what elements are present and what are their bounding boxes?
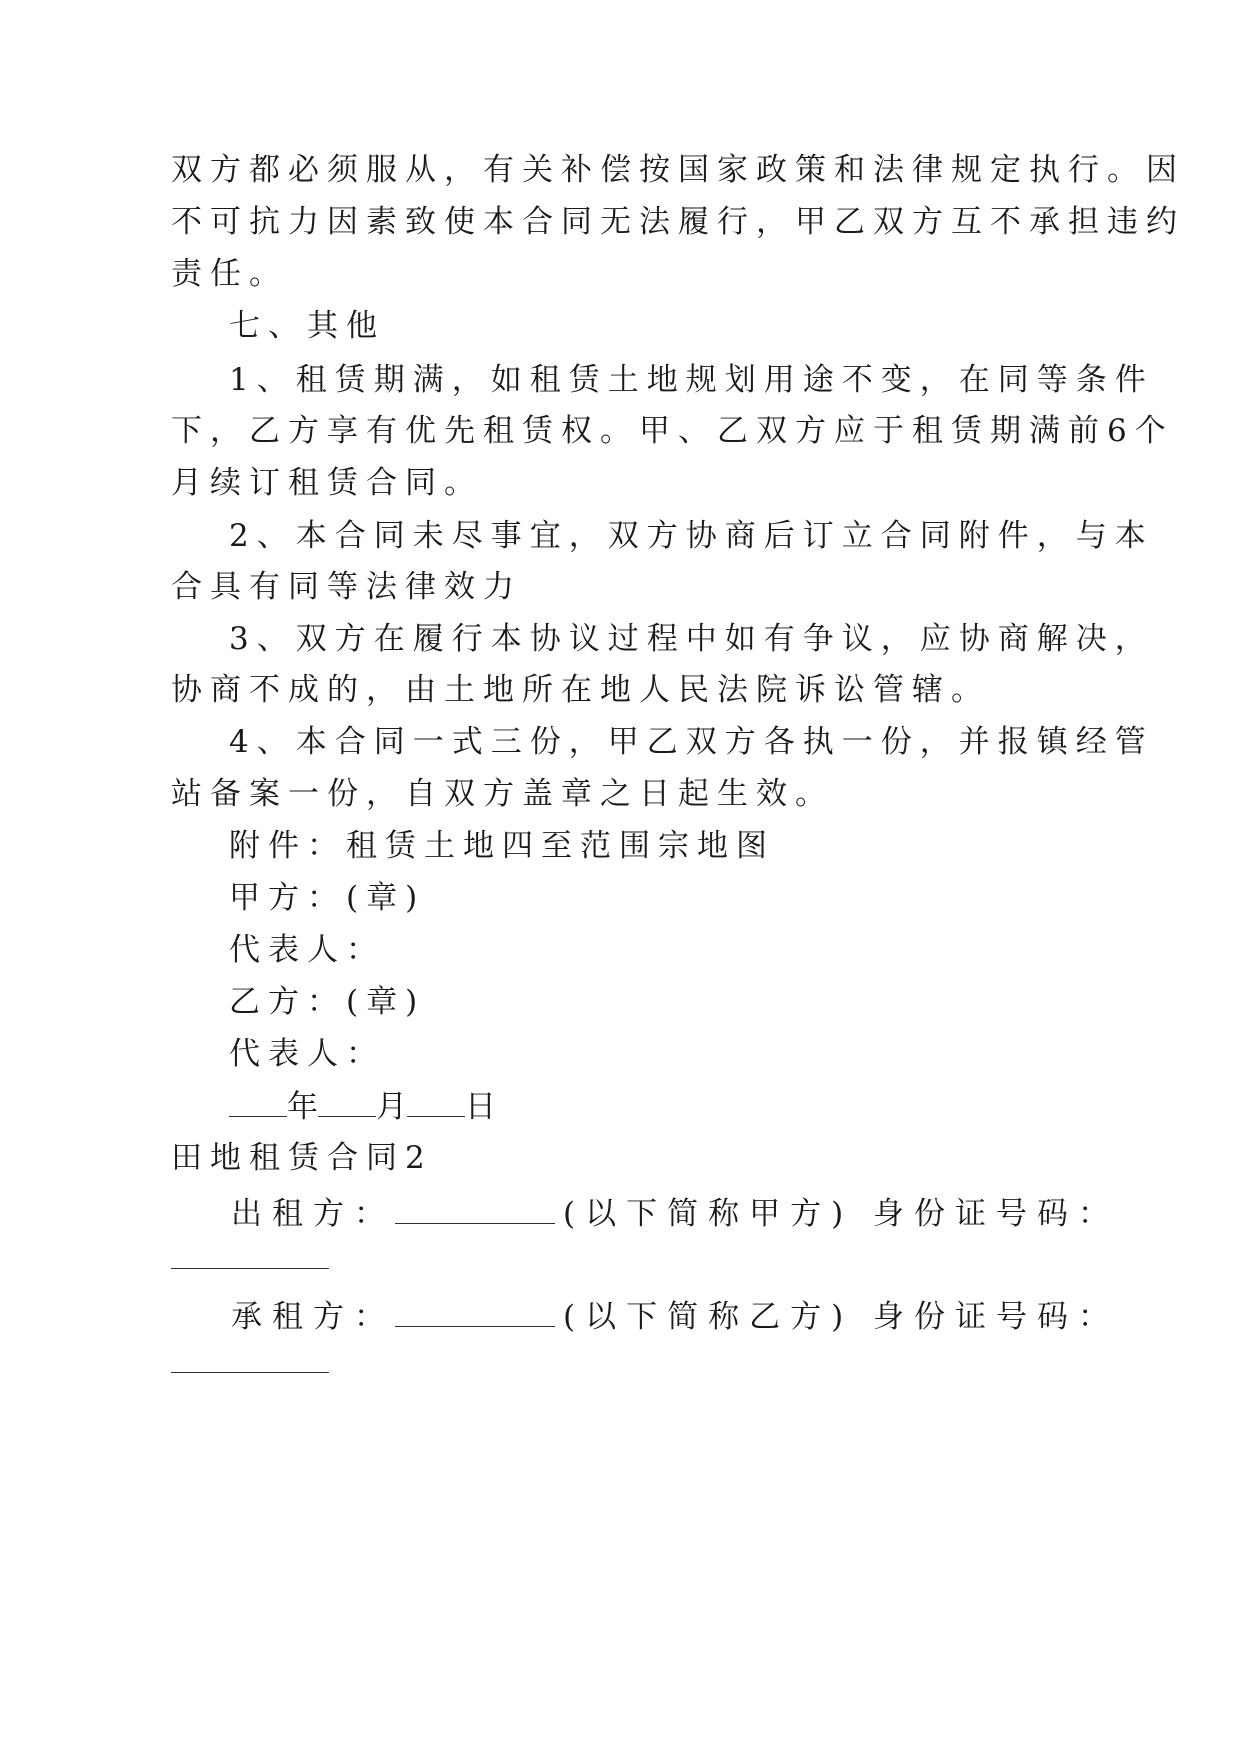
paragraph-line: 2、本合同未尽事宜，双方协商后订立合同附件，与本 (229, 518, 1154, 554)
paragraph-line: 4、本合同一式三份，甲乙双方各执一份，并报镇经管 (229, 724, 1154, 760)
party-b-seal: 乙方：(章) (229, 984, 426, 1020)
paragraph-line: 3、双方在履行本协议过程中如有争议，应协商解决， (229, 621, 1154, 657)
paragraph-line: 协商不成的，由土地所在地人民法院诉讼管辖。 (171, 672, 990, 708)
year-blank (229, 1086, 287, 1117)
lessee-suffix: (以下简称乙方) 身份证号码： (563, 1299, 1120, 1335)
date-month-label: 月 (376, 1089, 407, 1125)
paragraph-line: 站备案一份，自双方盖章之日起生效。 (171, 776, 834, 812)
paragraph-line: 下，乙方享有优先租赁权。甲、乙双方应于租赁期满前6个 (171, 413, 1174, 449)
lessor-name-blank (395, 1193, 555, 1224)
section-heading: 七、其他 (229, 308, 385, 344)
paragraph-line: 合具有同等法律效力 (171, 569, 522, 605)
date-line (229, 1086, 496, 1127)
attachment-line: 附件：租赁土地四至范围宗地图 (229, 828, 775, 864)
party-b-representative: 代表人： (229, 1036, 385, 1072)
date-day-label: 日 (465, 1089, 496, 1125)
paragraph-line: 责任。 (171, 256, 288, 292)
paragraph-line: 不可抗力因素致使本合同无法履行，甲乙双方互不承担违约 (171, 204, 1185, 240)
lessor-label: 出租方： (231, 1196, 395, 1232)
date-year-label: 年 (287, 1089, 318, 1125)
lessee-name-blank (395, 1296, 555, 1327)
lessee-id-blank (171, 1372, 329, 1373)
lessor-line (231, 1193, 1119, 1234)
lessee-line (231, 1296, 1119, 1337)
contract-title: 田地租赁合同2 (171, 1140, 433, 1176)
day-blank (407, 1086, 465, 1117)
party-a-representative: 代表人： (229, 932, 385, 968)
paragraph-line: 双方都必须服从，有关补偿按国家政策和法律规定执行。因 (171, 152, 1185, 188)
paragraph-line: 月续订租赁合同。 (171, 465, 483, 501)
paragraph-line: 1、租赁期满，如租赁土地规划用途不变，在同等条件 (229, 362, 1154, 398)
month-blank (318, 1086, 376, 1117)
party-a-seal: 甲方：(章) (229, 880, 426, 916)
lessee-label: 承租方： (231, 1299, 395, 1335)
lessor-suffix: (以下简称甲方) 身份证号码： (563, 1196, 1120, 1232)
lessor-id-blank (171, 1268, 329, 1269)
